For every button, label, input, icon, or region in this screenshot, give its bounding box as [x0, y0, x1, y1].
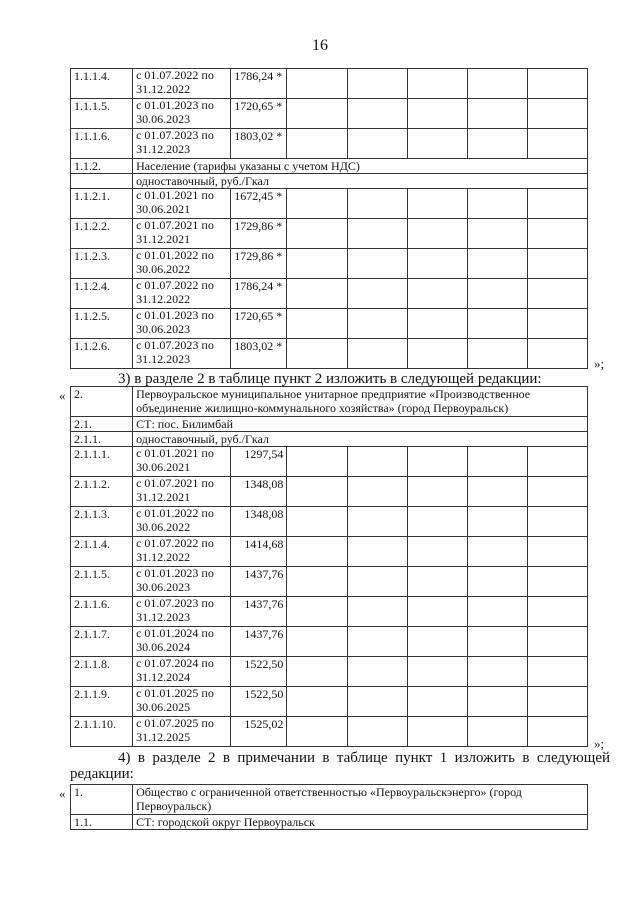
empty-cell	[287, 219, 347, 249]
empty-cell	[467, 129, 527, 159]
empty-cell	[347, 309, 407, 339]
empty-cell	[287, 627, 347, 657]
validity-period: с 01.07.2022 по 31.12.2022	[133, 537, 231, 567]
validity-period: с 01.01.2021 по 30.06.2021	[133, 189, 231, 219]
table-row	[71, 537, 588, 567]
empty-cell	[407, 69, 467, 99]
validity-period: с 01.01.2023 по 30.06.2023	[133, 567, 231, 597]
row-code: 1.1.2.4.	[71, 279, 133, 309]
empty-cell	[287, 537, 347, 567]
empty-cell	[407, 249, 467, 279]
table-row	[71, 69, 588, 99]
empty-cell	[347, 597, 407, 627]
empty-cell	[407, 99, 467, 129]
validity-period: с 01.07.2021 по 31.12.2021	[133, 219, 231, 249]
row-code: 2.1.1.5.	[71, 567, 133, 597]
empty-cell	[347, 189, 407, 219]
empty-cell	[347, 69, 407, 99]
row-code: 1.	[71, 785, 133, 815]
empty-cell	[287, 129, 347, 159]
empty-cell	[527, 657, 587, 687]
empty-cell	[347, 447, 407, 477]
empty-cell	[467, 339, 527, 369]
empty-cell	[527, 219, 587, 249]
tariff-value: 1522,50	[231, 657, 287, 687]
empty-cell	[287, 477, 347, 507]
opening-quote-mark: «	[59, 388, 66, 403]
empty-cell	[287, 249, 347, 279]
row-code: 2.1.1.	[71, 432, 133, 447]
empty-cell	[527, 249, 587, 279]
note-table	[70, 784, 588, 830]
row-code: 2.1.1.10.	[71, 717, 133, 747]
empty-cell	[527, 129, 587, 159]
empty-cell	[347, 567, 407, 597]
section-heading: одноставочный, руб./Гкал	[133, 432, 588, 447]
row-code: 1.1.2.5.	[71, 309, 133, 339]
empty-cell	[347, 219, 407, 249]
empty-cell	[527, 597, 587, 627]
tariff-value: 1437,76	[231, 597, 287, 627]
empty-cell	[527, 309, 587, 339]
row-code: 2.1.1.7.	[71, 627, 133, 657]
closing-quote-mark: »;	[594, 356, 605, 371]
tariff-table-section-1	[70, 68, 588, 369]
empty-cell	[287, 687, 347, 717]
empty-cell	[407, 717, 467, 747]
table-row	[71, 174, 588, 189]
empty-cell	[407, 567, 467, 597]
empty-cell	[347, 507, 407, 537]
empty-cell	[407, 189, 467, 219]
validity-period: с 01.07.2024 по 31.12.2024	[133, 657, 231, 687]
empty-cell	[467, 279, 527, 309]
empty-cell	[467, 249, 527, 279]
table-row	[71, 219, 588, 249]
empty-cell	[467, 627, 527, 657]
empty-cell	[467, 597, 527, 627]
empty-cell	[467, 309, 527, 339]
empty-cell	[347, 477, 407, 507]
empty-cell	[347, 99, 407, 129]
empty-cell	[347, 339, 407, 369]
table-row	[71, 597, 588, 627]
tariff-value: 1729,86 *	[231, 219, 287, 249]
row-code: 1.1.1.5.	[71, 99, 133, 129]
validity-period: с 01.07.2023 по 31.12.2023	[133, 129, 231, 159]
table-row	[71, 99, 588, 129]
empty-cell	[527, 189, 587, 219]
row-code: 1.1.2.6.	[71, 339, 133, 369]
section-heading: СТ: городской округ Первоуральск	[133, 815, 588, 830]
validity-period: с 01.01.2021 по 30.06.2021	[133, 447, 231, 477]
tariff-value: 1348,08	[231, 507, 287, 537]
validity-period: с 01.01.2025 по 30.06.2025	[133, 687, 231, 717]
table-row	[71, 657, 588, 687]
empty-cell	[407, 339, 467, 369]
empty-cell	[347, 279, 407, 309]
empty-cell	[467, 189, 527, 219]
empty-cell	[287, 189, 347, 219]
section-heading: Население (тарифы указаны с учетом НДС)	[133, 159, 588, 174]
empty-cell	[287, 597, 347, 627]
empty-cell	[407, 129, 467, 159]
tariff-value: 1786,24 *	[231, 69, 287, 99]
tariff-value: 1437,76	[231, 627, 287, 657]
empty-cell	[347, 687, 407, 717]
empty-cell	[467, 219, 527, 249]
empty-cell	[347, 717, 407, 747]
empty-cell	[407, 597, 467, 627]
table-row	[71, 339, 588, 369]
tariff-value: 1803,02 *	[231, 339, 287, 369]
row-code: 2.1.1.1.	[71, 447, 133, 477]
empty-cell	[407, 309, 467, 339]
empty-cell	[407, 537, 467, 567]
empty-cell	[407, 447, 467, 477]
empty-cell	[467, 567, 527, 597]
row-code: 1.1.1.6.	[71, 129, 133, 159]
table-row	[71, 815, 588, 830]
table-row	[71, 159, 588, 174]
empty-cell	[347, 627, 407, 657]
table-row	[71, 129, 588, 159]
validity-period: с 01.07.2021 по 31.12.2021	[133, 477, 231, 507]
table-row	[71, 432, 588, 447]
row-code: 2.	[71, 387, 133, 417]
empty-cell	[527, 567, 587, 597]
empty-cell	[467, 507, 527, 537]
empty-cell	[407, 279, 467, 309]
row-code: 1.1.	[71, 815, 133, 830]
empty-cell	[287, 447, 347, 477]
empty-cell	[527, 507, 587, 537]
empty-cell	[407, 507, 467, 537]
section-heading: одноставочный, руб./Гкал	[133, 174, 588, 189]
empty-cell	[407, 477, 467, 507]
tariff-table-section-2	[70, 386, 588, 747]
section-heading: Первоуральское муниципальное унитарное предприятие «Производственное объединение жилищно-коммунального хозяйства» (город Первоуральск)	[133, 387, 588, 417]
row-code: 2.1.1.3.	[71, 507, 133, 537]
validity-period: с 01.07.2022 по 31.12.2022	[133, 279, 231, 309]
validity-period: с 01.07.2023 по 31.12.2023	[133, 597, 231, 627]
validity-period: с 01.07.2025 по 31.12.2025	[133, 717, 231, 747]
row-code: 2.1.1.9.	[71, 687, 133, 717]
opening-quote-mark: «	[59, 786, 66, 801]
table-row	[71, 627, 588, 657]
row-code: 2.1.1.8.	[71, 657, 133, 687]
closing-quote-mark: »;	[594, 736, 605, 751]
tariff-value: 1803,02 *	[231, 129, 287, 159]
amendment-paragraph-3: 3) в разделе 2 в таблице пункт 2 изложить в следующей редакции:	[118, 371, 542, 387]
table-row	[71, 417, 588, 432]
empty-cell	[467, 537, 527, 567]
empty-cell	[467, 687, 527, 717]
amendment-paragraph-4-continuation: редакции:	[70, 766, 134, 782]
validity-period: с 01.01.2024 по 30.06.2024	[133, 627, 231, 657]
empty-cell	[287, 717, 347, 747]
row-code: 2.1.	[71, 417, 133, 432]
section-heading: Общество с ограниченной ответственностью «Первоуральскэнерго» (город Первоуральск)	[133, 785, 588, 815]
empty-cell	[347, 657, 407, 687]
empty-cell	[527, 477, 587, 507]
validity-period: с 01.07.2022 по 31.12.2022	[133, 69, 231, 99]
table-row	[71, 785, 588, 815]
validity-period: с 01.01.2022 по 30.06.2022	[133, 507, 231, 537]
tariff-value: 1720,65 *	[231, 309, 287, 339]
empty-cell	[287, 99, 347, 129]
empty-cell	[527, 99, 587, 129]
table-row	[71, 687, 588, 717]
row-code: 1.1.2.	[71, 159, 133, 174]
empty-cell	[287, 567, 347, 597]
table-row	[71, 447, 588, 477]
empty-cell	[407, 657, 467, 687]
tariff-value: 1525,02	[231, 717, 287, 747]
empty-cell	[287, 309, 347, 339]
tariff-value: 1522,50	[231, 687, 287, 717]
empty-cell	[287, 69, 347, 99]
row-code: 2.1.1.6.	[71, 597, 133, 627]
table-row	[71, 279, 588, 309]
tariff-value: 1348,08	[231, 477, 287, 507]
empty-cell	[467, 717, 527, 747]
empty-cell	[287, 507, 347, 537]
table-row	[71, 567, 588, 597]
row-code: 2.1.1.2.	[71, 477, 133, 507]
row-code: 1.1.2.1.	[71, 189, 133, 219]
empty-cell	[527, 627, 587, 657]
validity-period: с 01.07.2023 по 31.12.2023	[133, 339, 231, 369]
empty-cell	[527, 447, 587, 477]
row-code: 1.1.2.2.	[71, 219, 133, 249]
tariff-value: 1786,24 *	[231, 279, 287, 309]
table-row	[71, 477, 588, 507]
table-row	[71, 387, 588, 417]
empty-cell	[527, 717, 587, 747]
empty-cell	[287, 339, 347, 369]
table-row	[71, 309, 588, 339]
empty-cell	[347, 129, 407, 159]
tariff-value: 1414,68	[231, 537, 287, 567]
row-code: 2.1.1.4.	[71, 537, 133, 567]
empty-cell	[467, 477, 527, 507]
empty-cell	[527, 339, 587, 369]
table-row	[71, 189, 588, 219]
empty-cell	[527, 687, 587, 717]
row-code: 1.1.1.4.	[71, 69, 133, 99]
table-row	[71, 249, 588, 279]
page-number: 16	[312, 37, 328, 54]
empty-cell	[407, 627, 467, 657]
row-code	[71, 174, 133, 189]
empty-cell	[407, 687, 467, 717]
empty-cell	[347, 249, 407, 279]
empty-cell	[467, 657, 527, 687]
row-code: 1.1.2.3.	[71, 249, 133, 279]
empty-cell	[467, 99, 527, 129]
section-heading: СТ: пос. Билимбай	[133, 417, 588, 432]
tariff-value: 1437,76	[231, 567, 287, 597]
empty-cell	[347, 537, 407, 567]
empty-cell	[287, 279, 347, 309]
tariff-value: 1297,54	[231, 447, 287, 477]
tariff-value: 1729,86 *	[231, 249, 287, 279]
validity-period: с 01.01.2023 по 30.06.2023	[133, 99, 231, 129]
empty-cell	[527, 537, 587, 567]
empty-cell	[467, 69, 527, 99]
validity-period: с 01.01.2022 по 30.06.2022	[133, 249, 231, 279]
empty-cell	[287, 657, 347, 687]
table-row	[71, 717, 588, 747]
empty-cell	[407, 219, 467, 249]
empty-cell	[527, 69, 587, 99]
tariff-value: 1720,65 *	[231, 99, 287, 129]
validity-period: с 01.01.2023 по 30.06.2023	[133, 309, 231, 339]
amendment-paragraph-4: 4) в разделе 2 в примечании в таблице пункт 1 изложить в следующей	[118, 750, 610, 766]
tariff-value: 1672,45 *	[231, 189, 287, 219]
empty-cell	[527, 279, 587, 309]
table-row	[71, 507, 588, 537]
empty-cell	[467, 447, 527, 477]
